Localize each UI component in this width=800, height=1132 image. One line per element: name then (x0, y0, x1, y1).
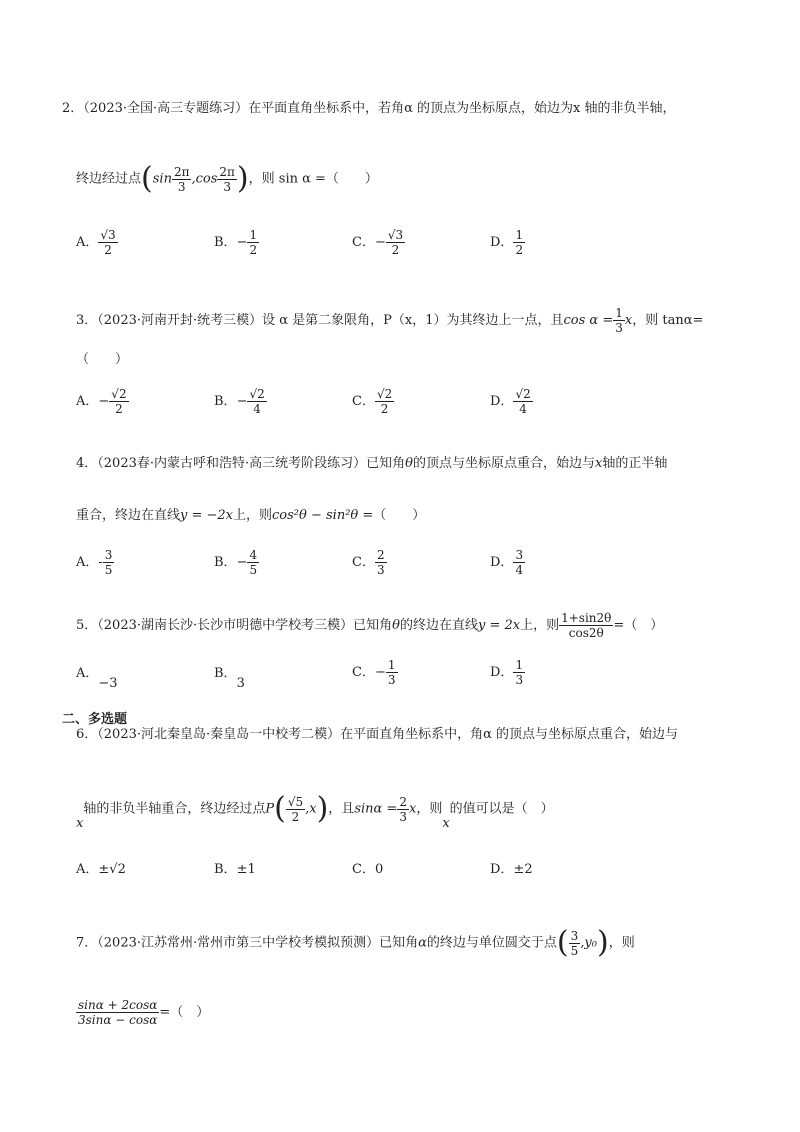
q5-option-c[interactable]: C．− $\frac{1}{3}$ (352, 658, 396, 687)
q2-line2: 终边经过点(sin $\frac{2\pi}{3}$ ,cos $\frac{2\pi}{3}$ )，则 sin α =（ ） (76, 161, 378, 196)
q3-line2: （ ） (76, 352, 129, 367)
section-heading-multi-choice: 二、多选题 (62, 712, 128, 727)
q4-option-a[interactable]: A．- $\frac{3}{5}$ (76, 548, 113, 577)
q3-option-d[interactable]: D． $\frac{√2}{4}$ (490, 387, 531, 416)
q3-option-b[interactable]: B．− $\frac{√2}{4}$ (214, 387, 265, 416)
q7-line1: 7．（2023·江苏常州·常州市第三中学校考模拟预测）已知角α的终边与单位圆交于点( $\frac{3}{5}$ ,y₀)，则 (76, 925, 635, 960)
q4-option-d[interactable]: D． $\frac{3}{4}$ (490, 548, 524, 577)
q6-line1: 6．（2023·河北秦皇岛·秦皇岛一中校考二模）在平面直角坐标系中，角α 的顶点与坐标原点重合，始边与 (76, 727, 679, 742)
q2-option-a[interactable]: A． $\frac{√3}{2}$ (76, 228, 116, 257)
q2-option-b[interactable]: B．− $\frac{1}{2}$ (214, 228, 258, 257)
q3-option-c[interactable]: C． $\frac{√2}{2}$ (352, 387, 393, 416)
q5-option-b[interactable]: B．3 (214, 666, 245, 691)
q4-line2: 重合，终边在直线y = −2x上，则cos²θ − sin²θ =（ ） (76, 508, 426, 523)
q7-line2: $\frac{\sin\alpha + 2\cos\alpha}{3\sin\alpha - \cos\alpha}$ =（ ） (78, 998, 210, 1027)
q5-option-d[interactable]: D． $\frac{1}{3}$ (490, 658, 524, 687)
q4-option-c[interactable]: C． $\frac{2}{3}$ (352, 548, 385, 577)
q5-option-a[interactable]: A．−3 (76, 666, 118, 691)
q2-option-c[interactable]: C．− $\frac{√3}{2}$ (352, 228, 404, 257)
q6-option-a[interactable]: A．±√2 (76, 862, 126, 877)
q6-option-c[interactable]: C．0 (352, 862, 384, 877)
q7-expression-fraction: $\frac{\sin\alpha + 2\cos\alpha}{3\sin\alpha - \cos\alpha}$ (78, 998, 158, 1027)
q4-option-b[interactable]: B．− $\frac{4}{5}$ (214, 548, 258, 577)
q3-option-a[interactable]: A．− $\frac{√2}{2}$ (76, 387, 127, 416)
q6-option-b[interactable]: B．±1 (214, 862, 256, 877)
q2-frac1: $\frac{2\pi}{3}$ (173, 164, 190, 194)
q6-option-d[interactable]: D．±2 (490, 862, 533, 877)
q2-line1: 2．（2023·全国·高三专题练习）在平面直角坐标系中，若角α 的顶点为坐标原点，始边为x 轴的非负半轴， (62, 101, 676, 116)
q6-line2: x轴的非负半轴重合，终边经过点P( $\frac{√5}{2}$ ,x)，且sinα = $\frac{2}{3}$ x，则x的值可以是（ ） (76, 791, 554, 831)
q5-line1: 5．（2023·湖南长沙·长沙市明德中学校考三模）已知角θ的终边在直线y = 2x上，则 $\frac{1+\sin 2\theta}{\cos 2\theta}$ =（ ） (76, 611, 664, 640)
q2-frac2: $\frac{2\pi}{3}$ (219, 164, 235, 194)
q3-line1: 3．（2023·河南开封·统考三模）设 α 是第二象限角，P（x，1）为其终边上一点，且cos α = $\frac{1}{3}$ x，则 tanα= (76, 306, 704, 335)
q2-option-d[interactable]: D． $\frac{1}{2}$ (490, 228, 524, 257)
q4-line1: 4．（2023春·内蒙古呼和浩特·高三统考阶段练习）已知角θ的顶点与坐标原点重合，始边与x轴的正半轴 (76, 456, 668, 471)
